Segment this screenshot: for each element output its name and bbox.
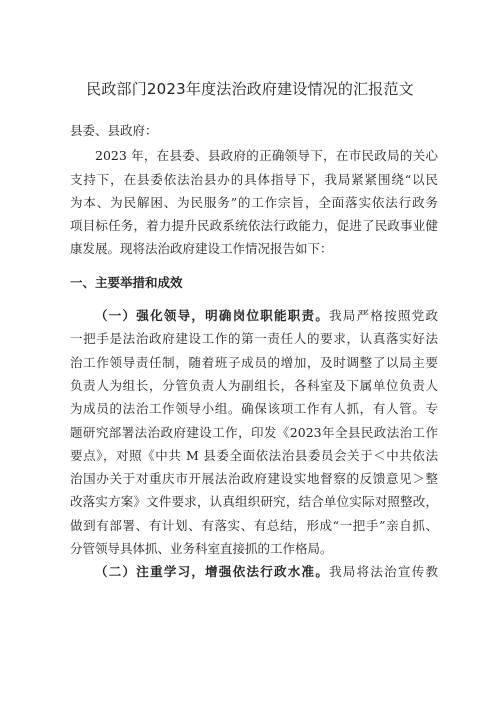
item1-first-line [70, 304, 438, 327]
item1-line: 为成员的法治工作领导小组。确保该项工作有人抓，有人管。专 [70, 401, 438, 417]
intro-line: 康发展。现将法治政府建设工作情况报告如下： [70, 241, 333, 257]
intro-line: 为本、为民解困、为民服务”的工作宗旨，全面落实依法行政务 [70, 194, 438, 210]
item1-line: 做到有部署、有计划、有落实、有总结，形成“一把手”亲自抓、 [70, 517, 438, 533]
document-title: 民政部门2023年度法治政府建设情况的汇报范文 [86, 80, 414, 98]
item1-line: 治国办关于对重庆市开展法治政府建设实地督察的反馈意见＞整 [70, 471, 438, 487]
document-body [70, 119, 438, 584]
intro-line: 项目标任务，着力提升民政系统依法行政能力，促进了民政事业健 [70, 218, 438, 234]
intro-line: 2023 年，在县委、县政府的正确领导下，在市民政局的关心 [95, 148, 438, 164]
item2-first-line-rest: 我局将法治宣传教 [329, 564, 438, 580]
item1-first-line-rest: 我局严格按照党政 [329, 308, 438, 324]
item1-line: 负责人为组长，分管负责人为副组长，各科室及下属单位负责人 [70, 377, 438, 393]
item1-line: 题研究部署法治政府建设工作，印发《2023年全县民政法治工作 [70, 424, 438, 440]
item1-line: 要点》，对照《中共 M 县委全面依法治县委员会关于＜中共依法 [70, 447, 438, 463]
section-heading: 一、主要举措和成效 [70, 274, 183, 290]
intro-line: 支持下，在县委依法治县办的具体指导下，我局紧紧围绕“以民 [70, 171, 438, 187]
item1-line: 治工作领导责任制，随着班子成员的增加，及时调整了以局主要 [70, 354, 438, 370]
item1-line: 一把手是法治政府建设工作的第一责任人的要求，认真落实好法 [70, 331, 438, 347]
item2-first-line [70, 560, 438, 583]
item1-line: 分管领导具体抓、业务科室直接抓的工作格局。 [70, 541, 333, 557]
salutation: 县委、县政府： [70, 123, 158, 138]
item2-bold-lead: （二）注重学习，增强依法行政水准。 [95, 564, 330, 580]
item1-bold-lead: （一）强化领导，明确岗位职能职责。 [95, 308, 330, 324]
item1-line: 改落实方案》文件要求，认真组织研究，结合单位实际对照整改， [70, 494, 438, 510]
